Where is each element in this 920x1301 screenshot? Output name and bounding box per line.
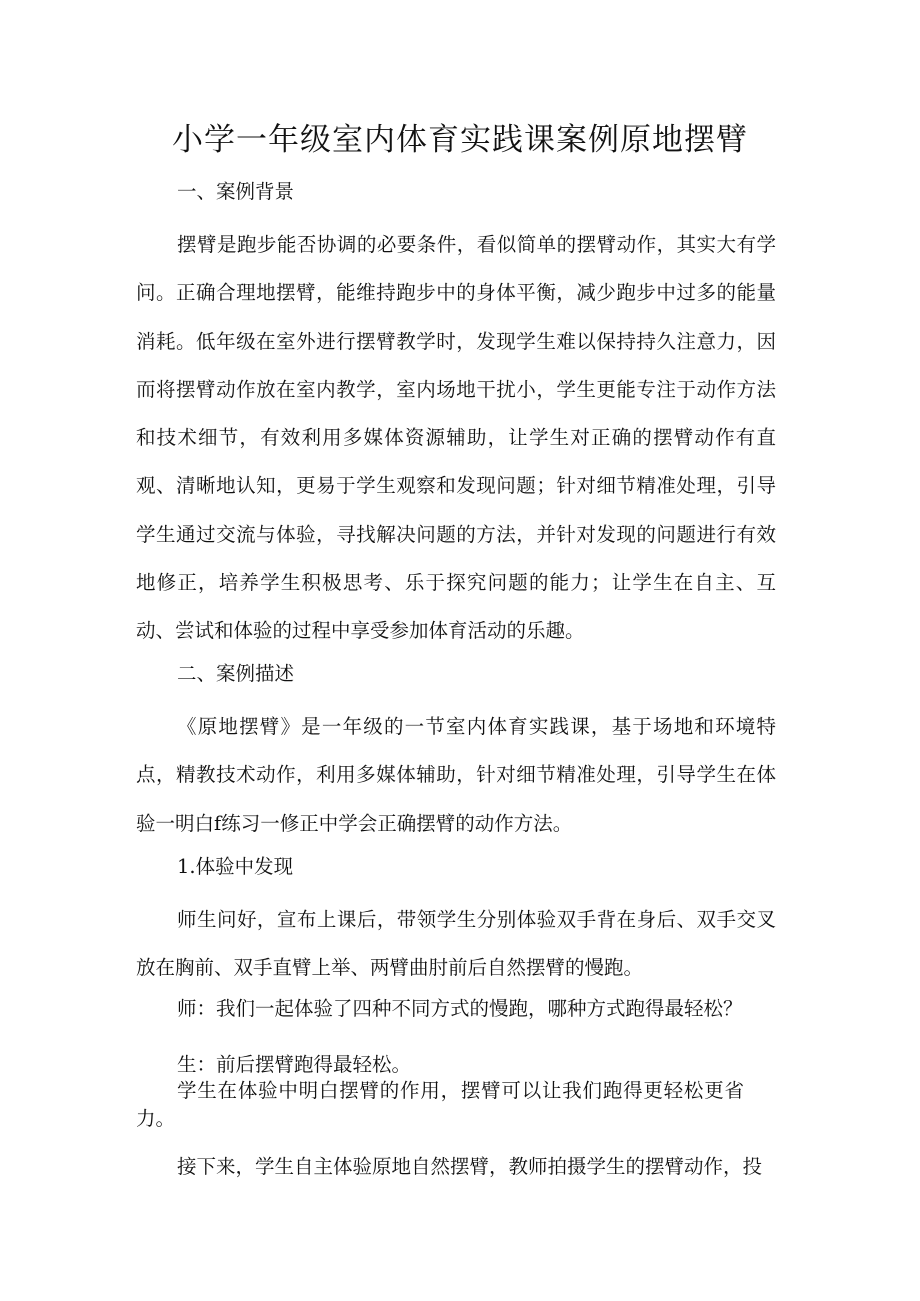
paragraph-next-step: 接下来，学生自主体验原地自然摆臂，教师拍摄学生的摆臂动作，投 <box>177 1155 763 1178</box>
paragraph-background: 摆臂是跑步能否协调的必要条件，看似简单的摆臂动作，其实大有学问。正确合理地摆臂，能维持跑步中的身体平衡，减少跑步中过多的能量消耗。低年级在室外进行摆臂教学时，发现学生难以保持持久注意力，因而将摆臂动作放在室内教学，室内场地干扰小，学生更能专注于动作方法和技术细节，有效利用多媒体资源辅助，让学生对正确的摆臂动作有直观、清晰地认知，更易于学生观察和发现问题；针对细节精准处理，引导学生通过交流与体验，寻找解决问题的方法，并针对发现的问题进行有效地修正，培养学生积极思考、乐于探究问题的能力；让学生在自主、互动、尝试和体验的过程中享受参加体育活动的乐趣。 <box>136 233 776 643</box>
dialogue-teacher: 师：我们一起体验了四种不同方式的慢跑，哪种方式跑得最轻松？ <box>177 997 743 1020</box>
subsection-heading-discover: 1.体验中发现 <box>177 855 294 878</box>
paragraph-description: 《原地摆臂》是一年级的一节室内体育实践课，基于场地和环境特点，精教技术动作，利用多媒体辅助，针对细节精准处理，引导学生在体验一明白f练习一修正中学会正确摆臂的动作方法。 <box>136 715 776 835</box>
section-heading-description: 二、案例描述 <box>177 662 295 685</box>
paragraph-arm-swing-effect: 学生在体验中明白摆臂的作用，摆臂可以让我们跑得更轻松更省力。 <box>136 1079 744 1130</box>
document-title: 小学一年级室内体育实践课案例原地摆臂 <box>172 122 748 158</box>
paragraph-warmup: 师生问好，宣布上课后，带领学生分别体验双手背在身后、双手交叉放在胸前、双手直臂上举、两臂曲肘前后自然摆臂的慢跑。 <box>136 908 776 980</box>
section-heading-background: 一、案例背景 <box>177 180 295 203</box>
dialogue-student: 生：前后摆臂跑得最轻松。 <box>177 1053 412 1076</box>
